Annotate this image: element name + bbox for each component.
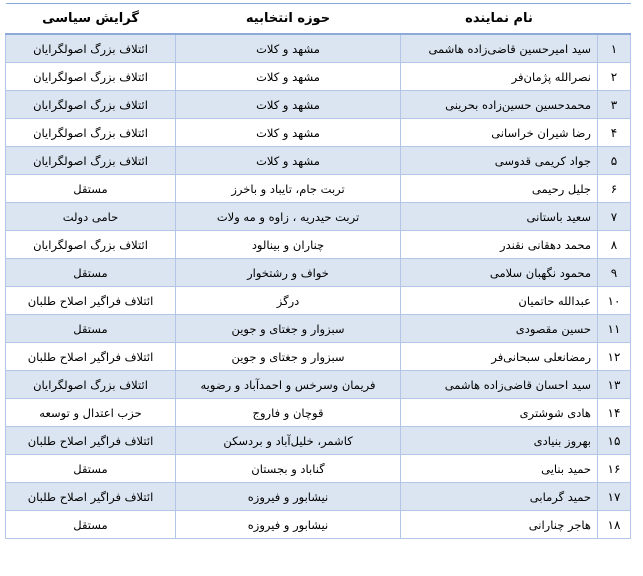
representative-name: جلیل رحیمی xyxy=(401,175,598,203)
representative-name: هادی شوشتری xyxy=(401,399,598,427)
table-row xyxy=(6,483,631,511)
political-affiliation: ائتلاف فراگیر اصلاح طلبان xyxy=(6,427,176,455)
electoral-district: کاشمر، خلیل‌آباد و بردسکن xyxy=(176,427,401,455)
row-number: ۱۸ xyxy=(598,511,631,539)
header-district: حوزه انتخابیه xyxy=(176,4,401,35)
political-affiliation: ائتلاف بزرگ اصولگرایان xyxy=(6,63,176,91)
row-number: ۷ xyxy=(598,203,631,231)
electoral-district: چناران و بینالود xyxy=(176,231,401,259)
electoral-district: نیشابور و فیروزه xyxy=(176,483,401,511)
table-row xyxy=(6,343,631,371)
political-affiliation: ائتلاف بزرگ اصولگرایان xyxy=(6,231,176,259)
electoral-district: درگز xyxy=(176,287,401,315)
political-affiliation: مستقل xyxy=(6,511,176,539)
table-row xyxy=(6,287,631,315)
electoral-district: قوچان و فاروج xyxy=(176,399,401,427)
table-row xyxy=(6,371,631,399)
representative-name: سید احسان قاضی‌زاده هاشمی xyxy=(401,371,598,399)
representative-name: محمدحسین حسین‌زاده بحرینی xyxy=(401,91,598,119)
electoral-district: خواف و رشتخوار xyxy=(176,259,401,287)
political-affiliation: حزب اعتدال و توسعه xyxy=(6,399,176,427)
electoral-district: مشهد و کلات xyxy=(176,91,401,119)
electoral-district: سبزوار و جغتای و جوین xyxy=(176,315,401,343)
row-number: ۱ xyxy=(598,34,631,63)
representative-name: محمود نگهبان سلامی xyxy=(401,259,598,287)
electoral-district: مشهد و کلات xyxy=(176,147,401,175)
row-number: ۳ xyxy=(598,91,631,119)
representative-name: هاجر چنارانی xyxy=(401,511,598,539)
row-number: ۱۶ xyxy=(598,455,631,483)
table-row xyxy=(6,91,631,119)
political-affiliation: مستقل xyxy=(6,315,176,343)
table-body xyxy=(6,34,631,539)
row-number: ۵ xyxy=(598,147,631,175)
row-number: ۴ xyxy=(598,119,631,147)
representative-name: نصرالله پژمان‌فر xyxy=(401,63,598,91)
representative-name: محمد دهقانی نقندر xyxy=(401,231,598,259)
political-affiliation: ائتلاف فراگیر اصلاح طلبان xyxy=(6,483,176,511)
electoral-district: تربت جام، تایباد و باخرز xyxy=(176,175,401,203)
header-number xyxy=(598,4,631,35)
representative-name: عبدالله حاتمیان xyxy=(401,287,598,315)
electoral-district: مشهد و کلات xyxy=(176,34,401,63)
representative-name: رمضانعلی سبحانی‌فر xyxy=(401,343,598,371)
table-row xyxy=(6,175,631,203)
political-affiliation: مستقل xyxy=(6,455,176,483)
row-number: ۹ xyxy=(598,259,631,287)
electoral-district: گناباد و بجستان xyxy=(176,455,401,483)
table-row xyxy=(6,147,631,175)
table-row xyxy=(6,231,631,259)
representatives-table xyxy=(5,3,631,539)
representative-name: بهروز بنیادی xyxy=(401,427,598,455)
row-number: ۱۰ xyxy=(598,287,631,315)
table-row xyxy=(6,203,631,231)
row-number: ۱۲ xyxy=(598,343,631,371)
representative-name: حمید بنایی xyxy=(401,455,598,483)
political-affiliation: ائتلاف بزرگ اصولگرایان xyxy=(6,34,176,63)
table-row xyxy=(6,119,631,147)
political-affiliation: ائتلاف بزرگ اصولگرایان xyxy=(6,371,176,399)
table-row xyxy=(6,427,631,455)
representative-name: حمید گرمابی xyxy=(401,483,598,511)
representative-name: حسین مقصودی xyxy=(401,315,598,343)
table-row xyxy=(6,34,631,63)
row-number: ۱۴ xyxy=(598,399,631,427)
table-row xyxy=(6,511,631,539)
table-header xyxy=(6,4,631,35)
representative-name: رضا شیران خراسانی xyxy=(401,119,598,147)
political-affiliation: ائتلاف بزرگ اصولگرایان xyxy=(6,147,176,175)
row-number: ۱۳ xyxy=(598,371,631,399)
political-affiliation: ائتلاف فراگیر اصلاح طلبان xyxy=(6,343,176,371)
political-affiliation: مستقل xyxy=(6,259,176,287)
table-row xyxy=(6,455,631,483)
electoral-district: فریمان وسرخس و احمدآباد و رضویه xyxy=(176,371,401,399)
table-row xyxy=(6,315,631,343)
electoral-district: نیشابور و فیروزه xyxy=(176,511,401,539)
political-affiliation: ائتلاف بزرگ اصولگرایان xyxy=(6,119,176,147)
row-number: ۱۱ xyxy=(598,315,631,343)
representative-name: سید امیرحسین قاضی‌زاده هاشمی xyxy=(401,34,598,63)
representative-name: جواد کریمی قدوسی xyxy=(401,147,598,175)
electoral-district: مشهد و کلات xyxy=(176,63,401,91)
electoral-district: تربت حیدریه ، زاوه و مه ولات xyxy=(176,203,401,231)
row-number: ۱۵ xyxy=(598,427,631,455)
table-row xyxy=(6,63,631,91)
representative-name: سعید باستانی xyxy=(401,203,598,231)
political-affiliation: ائتلاف فراگیر اصلاح طلبان xyxy=(6,287,176,315)
header-affiliation: گرایش سیاسی xyxy=(6,4,176,35)
electoral-district: مشهد و کلات xyxy=(176,119,401,147)
political-affiliation: ائتلاف بزرگ اصولگرایان xyxy=(6,91,176,119)
row-number: ۶ xyxy=(598,175,631,203)
table-row xyxy=(6,399,631,427)
electoral-district: سبزوار و جغتای و جوین xyxy=(176,343,401,371)
row-number: ۸ xyxy=(598,231,631,259)
header-row xyxy=(6,4,631,35)
row-number: ۲ xyxy=(598,63,631,91)
header-name: نام نماینده xyxy=(401,4,598,35)
table-row xyxy=(6,259,631,287)
political-affiliation: مستقل xyxy=(6,175,176,203)
row-number: ۱۷ xyxy=(598,483,631,511)
political-affiliation: حامی دولت xyxy=(6,203,176,231)
